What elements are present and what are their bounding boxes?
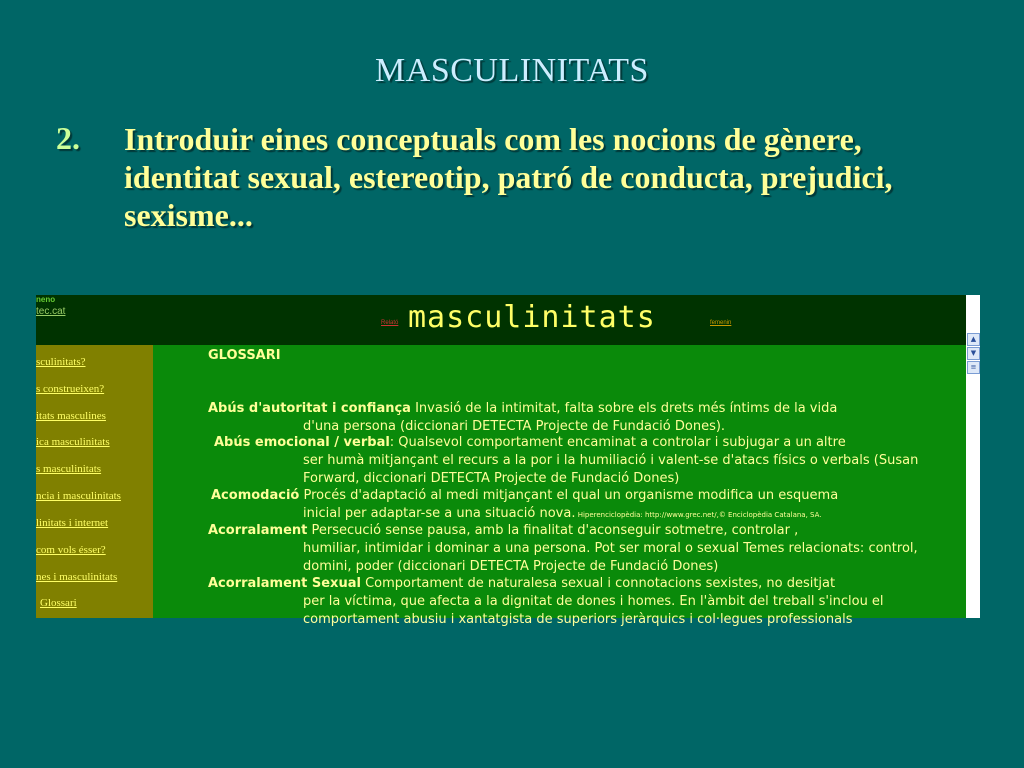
- nav-item[interactable]: s masculinitats: [36, 463, 102, 475]
- slide-title: MASCULINITATS: [375, 52, 649, 89]
- glossary-entry: [208, 522, 963, 576]
- scroll-down-icon[interactable]: ▼: [967, 347, 980, 360]
- site-sidebar-nav: [36, 345, 153, 618]
- nav-item[interactable]: itats masculines: [36, 410, 106, 422]
- glossary-source: Hiperenciclopèdia: http://www.grec.net/,© Enciclopèdia Catalana, SA.: [575, 511, 822, 519]
- glossary-entry: [208, 400, 963, 436]
- site-header: [36, 295, 966, 345]
- embedded-browser-screenshot: [36, 295, 980, 627]
- header-sublink-right[interactable]: femenin: [710, 320, 732, 326]
- glossary-term: Abús emocional / verbal: [214, 435, 390, 450]
- glossary-entry: [211, 487, 966, 524]
- point-number: 2.: [56, 120, 80, 156]
- scrollbar[interactable]: [966, 295, 980, 618]
- nav-item[interactable]: ica masculinitats: [36, 436, 110, 448]
- nav-item[interactable]: ncia i masculinitats: [36, 490, 121, 502]
- nav-item[interactable]: s construeixen?: [36, 383, 105, 395]
- glossary-entry: [208, 575, 963, 629]
- glossary-definition-text: inicial per adaptar-se a una situació nova.: [303, 506, 576, 521]
- site-title: masculinitats: [408, 300, 656, 335]
- glossary-definition-cont: per la víctima, que afecta a la dignitat de dones i homes. En l'àmbit del treball s'inclou el comportament abusiu i xantatgista de superiors jeràrquics i col·legues professionals: [303, 594, 884, 627]
- glossary-definition: Procés d'adaptació al medi mitjançant el qual un organisme modifica un esquema: [299, 488, 839, 503]
- glossary-term: Abús d'autoritat i confiança: [208, 401, 411, 416]
- glossary-definition-cont: ser humà mitjançant el recurs a la por i la humiliació i valent-se d'atacs físics o verbals (Susan Forward, diccionari DETECTA Projecte de Fundació Dones): [303, 453, 919, 486]
- glossary-term: Acomodació: [211, 488, 300, 503]
- glossary-content: [153, 345, 966, 627]
- glossary-heading: GLOSSARI: [208, 348, 281, 363]
- scroll-thumb-icon[interactable]: ≡: [967, 361, 980, 374]
- header-link[interactable]: tec.cat: [36, 306, 66, 317]
- glossary-term: Acorralament: [208, 523, 308, 538]
- point-text: Introduir eines conceptuals com les nocions de gènere, identitat sexual, estereotip, patró de conducta, prejudici, sexisme...: [124, 121, 893, 233]
- nav-item[interactable]: sculinitats?: [36, 356, 86, 368]
- glossary-entry: [214, 434, 969, 488]
- glossary-definition: Comportament de naturalesa sexual i connotacions sexistes, no desitjat: [360, 576, 836, 591]
- header-small-text: neno: [36, 295, 56, 304]
- nav-item-glossari[interactable]: Glossari: [40, 597, 77, 609]
- nav-item[interactable]: linitats i internet: [36, 517, 109, 529]
- glossary-definition-cont: humiliar, intimidar i dominar a una persona. Pot ser moral o sexual Temes relacionats: control, domini, poder (diccionari DETECTA Projecte de Fundació Dones): [303, 541, 918, 574]
- nav-item[interactable]: com vols ésser?: [36, 544, 106, 556]
- glossary-term: Acorralament Sexual: [208, 576, 361, 591]
- glossary-definition: Invasió de la intimitat, falta sobre els drets més íntims de la vida: [410, 401, 838, 416]
- scroll-up-icon[interactable]: ▲: [967, 333, 980, 346]
- glossary-definition: Persecució sense pausa, amb la finalitat d'aconseguir sotmetre, controlar ,: [307, 523, 799, 538]
- nav-item[interactable]: nes i masculinitats: [36, 571, 118, 583]
- glossary-definition-cont: d'una persona (diccionari DETECTA Projecte de Fundació Dones).: [303, 419, 726, 434]
- header-sublink-left[interactable]: Relató: [381, 320, 399, 326]
- glossary-definition: : Qualsevol comportament encaminat a controlar i subjugar a un altre: [389, 435, 846, 450]
